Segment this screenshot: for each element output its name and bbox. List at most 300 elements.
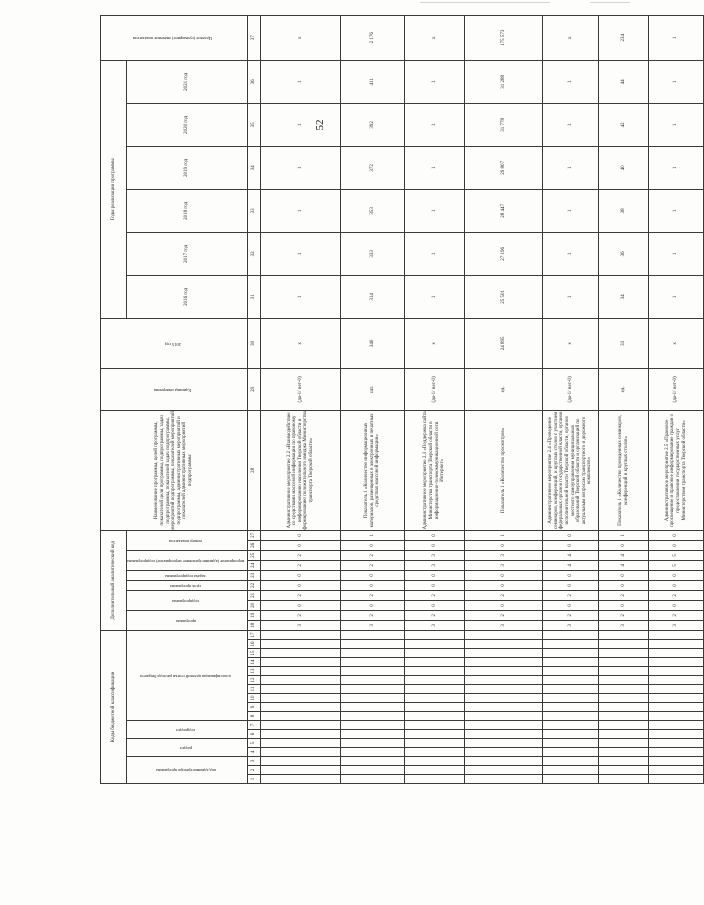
program-code-cell: 3 [465, 550, 543, 560]
budget-code-cell [341, 712, 405, 721]
budget-code-cell [649, 640, 704, 649]
budget-code-cell [649, 649, 704, 658]
budget-code-cell [261, 721, 341, 730]
budget-code-cell [341, 721, 405, 730]
program-code-cell: 5 [649, 560, 704, 570]
row-year-value: 1 [405, 146, 465, 189]
program-codes-header: Дополнительный аналитический код [101, 530, 127, 630]
rotated-table-frame [100, 29, 687, 784]
column-index: 30 [248, 318, 261, 368]
program-code-cell: 2 [261, 610, 341, 620]
row-year-value: 27 196 [465, 232, 543, 275]
budget-code-cell [405, 703, 465, 712]
budget-code-cell [649, 694, 704, 703]
row-year-value: 40 [599, 146, 649, 189]
admin-code-header: код администратора программы [127, 757, 248, 784]
row-year-value: 1 [543, 60, 599, 103]
program-code-cell: 3 [261, 620, 341, 630]
row-target-value: 1 [649, 15, 704, 60]
program-code-header: программа [127, 610, 248, 630]
program-code-cell: 0 [599, 540, 649, 550]
budget-code-cell [543, 649, 599, 658]
column-index: 26 [248, 540, 261, 550]
budget-code-cell [465, 766, 543, 775]
program-code-cell: 0 [465, 540, 543, 550]
budget-code-cell [341, 757, 405, 766]
column-index: 1 [248, 775, 261, 784]
row-year-value: 28 447 [465, 189, 543, 232]
program-code-cell: 2 [465, 610, 543, 620]
row-unit: (да-1/ нет-0) [649, 368, 704, 410]
column-index-row [248, 15, 261, 783]
row-year-value: 333 [341, 232, 405, 275]
program-code-cell: 2 [405, 590, 465, 600]
column-index: 37 [248, 15, 261, 60]
budget-code-cell [543, 748, 599, 757]
subprogram-code-header: подпрограмма [127, 590, 248, 610]
unit-header: Единица измерения [101, 368, 248, 410]
budget-code-cell [341, 766, 405, 775]
column-index: 10 [248, 694, 261, 703]
budget-code-cell [649, 757, 704, 766]
row-year-value: 1 [405, 275, 465, 318]
program-code-cell: 0 [261, 540, 341, 550]
row-target-value: 2 176 [341, 15, 405, 60]
row-base-value: х [543, 318, 599, 368]
target-article-header: классификация целевой статьи расхода бюджета [127, 630, 248, 720]
row-unit: ед. [599, 368, 649, 410]
budget-code-cell [599, 712, 649, 721]
budget-code-cell [543, 703, 599, 712]
budget-code-cell [261, 649, 341, 658]
program-code-cell: 3 [649, 620, 704, 630]
budget-code-cell [341, 739, 405, 748]
budget-code-cell [465, 640, 543, 649]
budget-code-cell [649, 658, 704, 667]
program-code-cell: 0 [543, 530, 599, 540]
budget-code-cell [405, 721, 465, 730]
program-code-cell: 0 [599, 570, 649, 580]
program-code-cell: 4 [599, 550, 649, 560]
program-code-cell: 0 [543, 570, 599, 580]
budget-code-cell [261, 630, 341, 639]
program-code-cell: 3 [405, 560, 465, 570]
program-code-cell: 2 [341, 550, 405, 560]
program-code-cell: 2 [405, 610, 465, 620]
budget-code-cell [649, 721, 704, 730]
budget-code-cell [465, 685, 543, 694]
row-year-value: 36 [599, 232, 649, 275]
column-index: 27 [248, 530, 261, 540]
task-code-header: задача подпрограммы [127, 570, 248, 580]
year-header-2017: 2017 год [127, 232, 248, 275]
budget-code-cell [543, 685, 599, 694]
budget-code-cell [599, 694, 649, 703]
row-year-value: 1 [405, 60, 465, 103]
program-code-cell: 3 [465, 560, 543, 570]
column-index: 22 [248, 580, 261, 590]
row-year-value: 1 [649, 60, 704, 103]
program-code-cell: 0 [341, 540, 405, 550]
program-code-cell: 4 [599, 560, 649, 570]
program-code-cell: 2 [465, 590, 543, 600]
budget-code-cell [649, 730, 704, 739]
budget-code-cell [543, 676, 599, 685]
budget-code-cell [599, 775, 649, 784]
column-index: 4 [248, 748, 261, 757]
program-code-cell: 2 [649, 590, 704, 600]
column-index: 3 [248, 757, 261, 766]
event-code-header: мероприятие (административное мероприятие) подпрограммы [127, 550, 248, 570]
program-code-cell: 0 [543, 580, 599, 590]
budget-code-cell [405, 649, 465, 658]
budget-code-cell [405, 712, 465, 721]
budget-code-cell [341, 703, 405, 712]
column-index: 16 [248, 640, 261, 649]
row-target-value: х [405, 15, 465, 60]
row-description: Административное мероприятие 2.4 «Проведение семинаров, конференций, и круглых столов с участием федеральных органов государственной власти, органов исполнительной власти Тверской области, органов местного самоуправления муниципальных образований Тверской области и организаций по актуальным вопросам транспортного и дорожного комплексов» [543, 410, 599, 530]
row-unit: шт. [341, 368, 405, 410]
program-code-cell: 0 [543, 540, 599, 550]
budget-code-cell [261, 658, 341, 667]
indicator-number-header: номер показателя [127, 530, 248, 550]
program-code-cell: 3 [341, 620, 405, 630]
column-index: 19 [248, 610, 261, 620]
row-year-value: 353 [341, 189, 405, 232]
program-code-cell: 0 [405, 530, 465, 540]
budget-code-cell [405, 757, 465, 766]
row-year-value: 1 [405, 189, 465, 232]
budget-code-cell [543, 730, 599, 739]
column-index: 8 [248, 712, 261, 721]
budget-code-cell [649, 712, 704, 721]
budget-code-cell [465, 721, 543, 730]
budget-code-cell [649, 775, 704, 784]
program-code-cell: 2 [261, 560, 341, 570]
budget-code-cell [341, 630, 405, 639]
table-body [261, 15, 704, 783]
budget-code-cell [649, 667, 704, 676]
row-year-value: 42 [599, 103, 649, 146]
column-index: 18 [248, 620, 261, 630]
program-code-cell: 1 [599, 530, 649, 540]
description-header: Наименование программы, целей программы, показателей цели программы, подпрограммы, задач подпрограммы, показателей задач подпрограммы, мероприятий подпрограммы, показателей мероприятий подпрограммы, административных мероприятий и показателей административных мероприятий подпрограммы [101, 410, 248, 530]
table-row [649, 15, 704, 783]
budget-code-cell [261, 694, 341, 703]
budget-code-cell [599, 739, 649, 748]
budget-code-cell [599, 649, 649, 658]
column-index: 2 [248, 766, 261, 775]
row-year-value: 1 [405, 232, 465, 275]
budget-code-cell [465, 667, 543, 676]
row-base-value: х [649, 318, 704, 368]
program-code-cell: 2 [599, 610, 649, 620]
budget-code-cell [599, 730, 649, 739]
row-year-value: 25 501 [465, 275, 543, 318]
row-year-value: 31 288 [465, 60, 543, 103]
budget-code-cell [543, 667, 599, 676]
budget-code-cell [261, 712, 341, 721]
column-index: 17 [248, 630, 261, 639]
row-year-value: 372 [341, 146, 405, 189]
table-row [341, 15, 405, 783]
program-code-cell: 2 [341, 560, 405, 570]
budget-code-cell [543, 721, 599, 730]
budget-code-cell [341, 649, 405, 658]
program-code-cell: 0 [261, 600, 341, 610]
program-code-cell: 2 [543, 590, 599, 600]
budget-code-cell [465, 694, 543, 703]
program-code-cell: 0 [405, 600, 465, 610]
row-base-value: 33 [599, 318, 649, 368]
program-code-cell: 1 [341, 530, 405, 540]
row-year-value: 38 [599, 189, 649, 232]
budget-code-cell [465, 630, 543, 639]
subsection-header: подраздел [127, 721, 248, 739]
base-year-header: 2015 год [101, 318, 248, 368]
program-code-cell: 0 [465, 570, 543, 580]
row-year-value: 1 [543, 146, 599, 189]
row-year-value: 1 [649, 275, 704, 318]
budget-code-cell [405, 730, 465, 739]
budget-code-cell [341, 775, 405, 784]
budget-code-cell [599, 667, 649, 676]
goal-code-header: цель программы [127, 580, 248, 590]
budget-code-cell [543, 630, 599, 639]
program-code-cell: 0 [649, 540, 704, 550]
row-unit: ед. [465, 368, 543, 410]
budget-code-cell [405, 676, 465, 685]
program-code-cell: 2 [261, 550, 341, 560]
program-code-cell: 2 [543, 610, 599, 620]
row-year-value: 1 [261, 275, 341, 318]
program-code-cell: 0 [599, 580, 649, 590]
program-code-cell: 2 [341, 590, 405, 600]
program-code-cell: 2 [261, 590, 341, 600]
budget-code-cell [261, 775, 341, 784]
budget-code-cell [465, 703, 543, 712]
row-target-value: 175 573 [465, 15, 543, 60]
program-code-cell: 0 [261, 530, 341, 540]
table-row [261, 15, 341, 783]
column-index: 29 [248, 368, 261, 410]
budget-code-cell [543, 766, 599, 775]
row-year-value: 1 [261, 146, 341, 189]
budget-code-cell [543, 775, 599, 784]
budget-code-cell [649, 748, 704, 757]
row-year-value: 1 [261, 189, 341, 232]
row-year-value: 31 778 [465, 103, 543, 146]
row-year-value: 1 [261, 60, 341, 103]
year-header-2016: 2016 год [127, 275, 248, 318]
column-index: 13 [248, 667, 261, 676]
budget-code-cell [465, 757, 543, 766]
budget-code-cell [599, 676, 649, 685]
row-description: Показатель 1 «Количество проведенных семинаров, конференций и круглых столов» [599, 410, 649, 530]
program-code-cell: 3 [543, 620, 599, 630]
budget-code-cell [465, 748, 543, 757]
budget-code-cell [599, 766, 649, 775]
budget-code-cell [405, 630, 465, 639]
budget-code-cell [599, 685, 649, 694]
budget-program-table [100, 15, 704, 784]
program-code-cell: 1 [465, 530, 543, 540]
row-year-value: 1 [261, 232, 341, 275]
row-year-value: 1 [543, 232, 599, 275]
row-year-value: 1 [543, 275, 599, 318]
budget-code-cell [261, 703, 341, 712]
budget-code-cell [599, 630, 649, 639]
budget-code-cell [261, 667, 341, 676]
column-index: 14 [248, 658, 261, 667]
row-year-value: 29 807 [465, 146, 543, 189]
row-target-value: 234 [599, 15, 649, 60]
program-code-cell: 0 [405, 580, 465, 590]
scan-edge-mark [590, 2, 630, 3]
program-code-cell: 2 [649, 610, 704, 620]
budget-code-cell [599, 748, 649, 757]
column-index: 35 [248, 103, 261, 146]
budget-code-cell [465, 730, 543, 739]
budget-code-cell [599, 721, 649, 730]
budget-code-cell [261, 676, 341, 685]
budget-code-cell [543, 739, 599, 748]
program-code-cell: 0 [341, 580, 405, 590]
budget-code-cell [405, 748, 465, 757]
budget-code-cell [405, 658, 465, 667]
column-index: 31 [248, 275, 261, 318]
row-target-value: х [543, 15, 599, 60]
table-row [405, 15, 465, 783]
target-header: Целевое (суммарное) значение показателя [101, 15, 248, 60]
row-year-value: 1 [649, 103, 704, 146]
program-code-cell: 0 [261, 570, 341, 580]
program-code-cell: 0 [543, 600, 599, 610]
budget-code-cell [341, 640, 405, 649]
row-unit: (да-1/ нет-0) [405, 368, 465, 410]
budget-code-cell [465, 658, 543, 667]
row-target-value: х [261, 15, 341, 60]
budget-code-cell [405, 775, 465, 784]
column-index: 24 [248, 560, 261, 570]
budget-code-cell [261, 730, 341, 739]
column-index: 34 [248, 146, 261, 189]
row-year-value: 1 [543, 189, 599, 232]
year-header-2018: 2018 год [127, 189, 248, 232]
row-unit: (да-1/ нет-0) [543, 368, 599, 410]
column-index: 7 [248, 721, 261, 730]
budget-code-cell [341, 748, 405, 757]
budget-code-cell [543, 694, 599, 703]
budget-code-cell [649, 685, 704, 694]
scan-edge-mark [420, 2, 550, 3]
column-index: 15 [248, 649, 261, 658]
budget-codes-header: Коды бюджетной классификации [101, 630, 127, 783]
years-group-header: Годы реализации программы [101, 60, 127, 318]
budget-code-cell [465, 649, 543, 658]
program-code-cell: 4 [543, 560, 599, 570]
program-code-cell: 0 [649, 530, 704, 540]
column-index: 12 [248, 676, 261, 685]
table-row [465, 15, 543, 783]
program-code-cell: 0 [405, 540, 465, 550]
row-description: Показатель 1 «Количество просмотров» [465, 410, 543, 530]
column-index: 5 [248, 739, 261, 748]
program-code-cell: 0 [341, 600, 405, 610]
column-index: 36 [248, 60, 261, 103]
budget-code-cell [599, 703, 649, 712]
row-base-value: х [261, 318, 341, 368]
column-index: 9 [248, 703, 261, 712]
column-index: 6 [248, 730, 261, 739]
row-year-value: 44 [599, 60, 649, 103]
budget-code-cell [405, 694, 465, 703]
program-code-cell: 0 [649, 580, 704, 590]
row-description: Административное мероприятие 2.3 «Поддержка сайта Министерства транспорта Тверской области в информационно-телекоммуникационной сети Интернет» [405, 410, 465, 530]
program-code-cell: 3 [405, 550, 465, 560]
budget-code-cell [341, 676, 405, 685]
column-index: 32 [248, 232, 261, 275]
budget-code-cell [261, 748, 341, 757]
program-code-cell: 0 [649, 600, 704, 610]
program-code-cell: 4 [543, 550, 599, 560]
program-code-cell: 2 [599, 590, 649, 600]
budget-code-cell [649, 703, 704, 712]
budget-code-cell [543, 658, 599, 667]
program-code-cell: 2 [341, 610, 405, 620]
budget-code-cell [261, 640, 341, 649]
budget-code-cell [599, 640, 649, 649]
budget-code-cell [341, 694, 405, 703]
row-description: Административное мероприятие 2.2 «Взаимодействие со средствами массовой информации по правовому информированию населения Тверской области и формированию положительного имиджа Министерства транспорта Тверской области» [261, 410, 341, 530]
program-code-cell: 0 [599, 600, 649, 610]
row-year-value: 1 [261, 103, 341, 146]
column-index: 28 [248, 410, 261, 530]
table-row [543, 15, 599, 783]
program-code-cell: 5 [649, 550, 704, 560]
row-unit: (да-1/ нет-0) [261, 368, 341, 410]
budget-code-cell [465, 775, 543, 784]
budget-code-cell [341, 730, 405, 739]
column-index: 23 [248, 570, 261, 580]
program-code-cell: 0 [261, 580, 341, 590]
budget-code-cell [341, 658, 405, 667]
column-index: 33 [248, 189, 261, 232]
row-year-value: 392 [341, 103, 405, 146]
row-year-value: 1 [649, 232, 704, 275]
program-code-cell: 0 [465, 600, 543, 610]
budget-code-cell [599, 658, 649, 667]
program-code-cell: 0 [341, 570, 405, 580]
row-year-value: 1 [405, 103, 465, 146]
year-header-2020: 2020 год [127, 103, 248, 146]
budget-code-cell [341, 667, 405, 676]
column-index: 21 [248, 590, 261, 600]
budget-code-cell [405, 667, 465, 676]
budget-code-cell [465, 739, 543, 748]
column-index: 11 [248, 685, 261, 694]
budget-code-cell [261, 766, 341, 775]
row-base-value: 340 [341, 318, 405, 368]
budget-code-cell [543, 640, 599, 649]
program-code-cell: 3 [405, 620, 465, 630]
program-code-cell: 0 [405, 570, 465, 580]
row-year-value: 1 [543, 103, 599, 146]
budget-code-cell [405, 739, 465, 748]
table-row [599, 15, 649, 783]
column-index: 20 [248, 600, 261, 610]
budget-code-cell [261, 757, 341, 766]
